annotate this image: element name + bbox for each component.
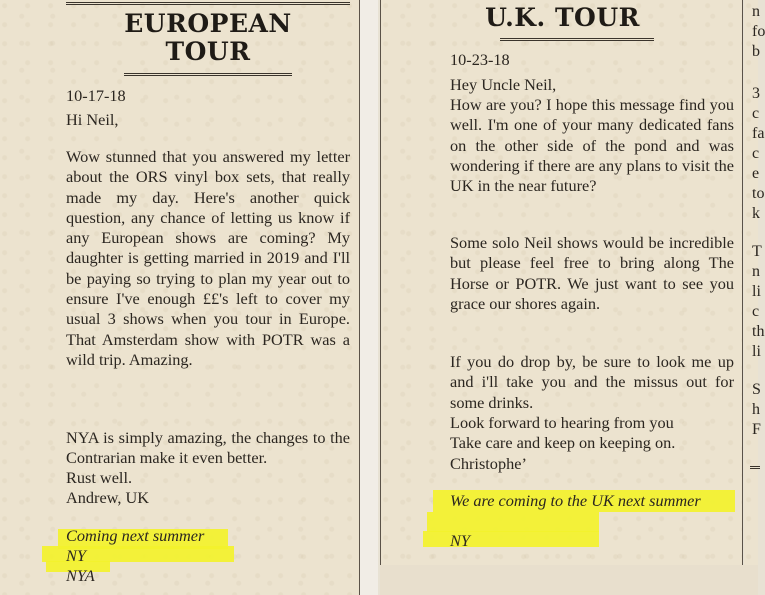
fragment-text: fa [752, 125, 765, 142]
fragment-text: li [752, 283, 761, 300]
fragment-text: n [752, 3, 760, 20]
fragment-text: fo [752, 23, 765, 40]
letter-paragraph-1: How are you? I hope this message find you well. I'm one of your many dedicated fans on the other side of the pond and was wondering if there are any plans to visit the UK in the near future? [450, 95, 734, 196]
letter-paragraph-3: If you do drop by, be sure to look me up and i'll take you and the missus out for some drinks. [450, 352, 734, 412]
fragment-text: b [752, 43, 760, 60]
fragment-text: c [752, 145, 760, 162]
reply-signature: NY [450, 531, 470, 550]
fragment-text: 3 [752, 85, 760, 102]
letter-paragraph-2: Some solo Neil shows would be incredible but please feel free to bring along The Horse or POTR. We just want to see you grace our shores again. [450, 233, 734, 313]
letter-signature: Andrew, UK [66, 488, 150, 507]
fragment-text: c [752, 105, 760, 122]
fragment-text: n [752, 263, 760, 280]
reply-signature: NY [66, 546, 86, 565]
letter-line: Look forward to hearing from you [450, 413, 674, 432]
letter-date: 10-23-18 [450, 50, 510, 69]
fragment-text: S [752, 381, 761, 398]
fragment-text: F [752, 421, 761, 438]
letter-paragraph-2: NYA is simply amazing, the changes to the Contrarian make it even better. [66, 428, 350, 468]
title-line-2: TOUR [165, 37, 251, 66]
third-column-fragment [744, 0, 765, 565]
fragment-rule [750, 466, 760, 469]
page-bottom-strip [380, 565, 758, 595]
letter-closing: Rust well. [66, 468, 133, 487]
letter-greeting: Hey Uncle Neil, [450, 75, 557, 94]
fragment-text: T [752, 243, 762, 260]
title-line-1: EUROPEAN [124, 9, 292, 38]
fragment-text: th [752, 323, 765, 340]
fragment-text: h [752, 401, 760, 418]
fragment-text: to [752, 185, 765, 202]
title-underline [124, 73, 292, 76]
letter-line: Take care and keep on keeping on. [450, 433, 676, 452]
letter-date: 10-17-18 [66, 86, 126, 105]
letter-greeting: Hi Neil, [66, 110, 119, 129]
title-underline [500, 38, 654, 41]
letter-paragraph-1: Wow stunned that you answered my letter about the ORS vinyl box sets, that really made my day. Here's another quick question, any chance of letting us know if any European shows are coming? My daughter is getting married in 2019 and I'll be paying so trying to plan my year out to ensure I've enough ££'s left to cover my usual 3 shows when you tour in Europe. That Amsterdam show with POTR was a wild trip. Amazing. [66, 147, 350, 369]
highlight-mark [427, 512, 599, 532]
fragment-text: e [752, 165, 760, 182]
top-rule [66, 2, 350, 5]
reply-signature-nya: NYA [66, 566, 95, 585]
reply-text: Coming next summer [66, 526, 205, 545]
fragment-text: li [752, 343, 761, 360]
letter-signature: Christophe’ [450, 454, 527, 473]
reply-text: We are coming to the UK next summer [450, 491, 701, 510]
section-title: U.K. TOUR [485, 3, 640, 32]
european-tour-column [0, 0, 360, 595]
uk-tour-column [380, 0, 743, 565]
column-gap [360, 0, 378, 595]
fragment-text: k [752, 205, 760, 222]
section-title [66, 10, 350, 66]
fragment-text: c [752, 303, 760, 320]
